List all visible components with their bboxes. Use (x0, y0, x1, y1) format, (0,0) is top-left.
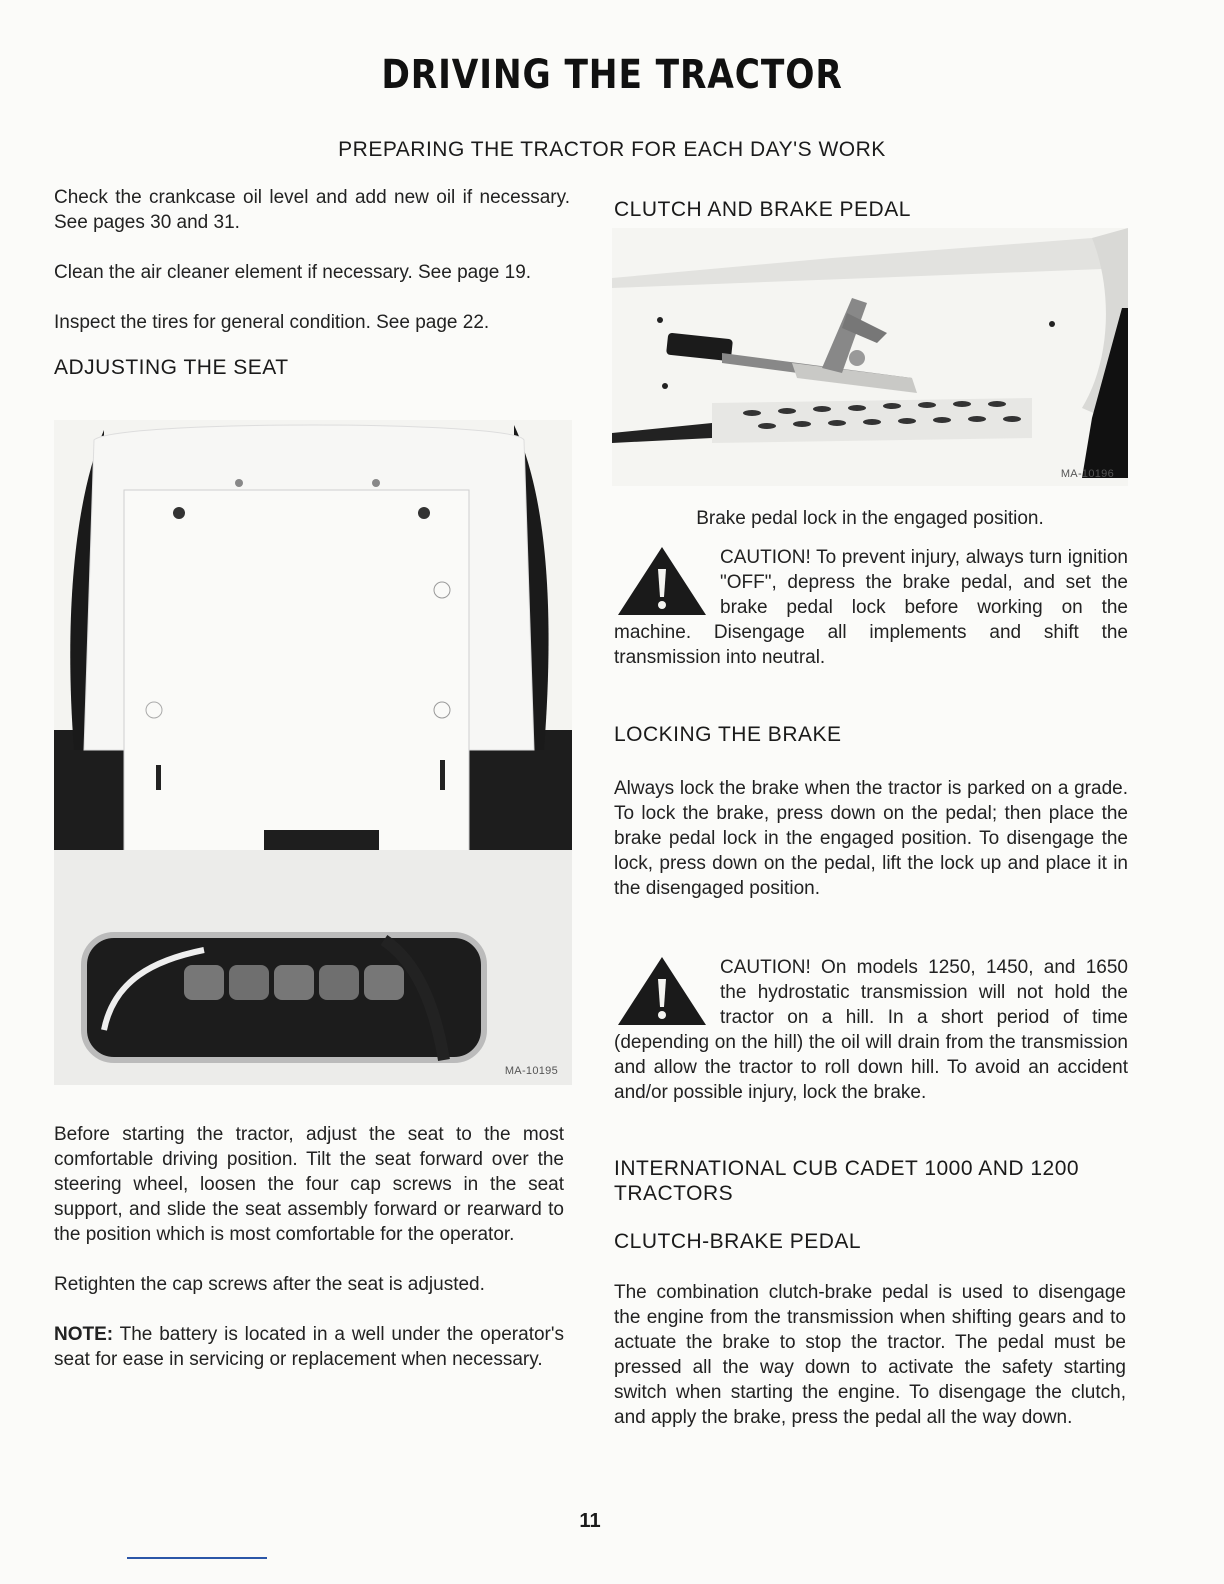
seat-photo-label: MA-10195 (504, 1065, 558, 1077)
brake-photo-label: MA-10196 (1060, 468, 1114, 480)
seat-photo (54, 420, 572, 1085)
para-retighten: Retighten the cap screws after the seat is adjusted. (54, 1274, 485, 1295)
left-column-seat-text (54, 1122, 564, 1372)
heading-adjusting-seat: ADJUSTING THE SEAT (54, 356, 289, 379)
caution-text-2: CAUTION! On models 1250, 1450, and 1650 the hydrostatic transmission will not hold the tractor on a hill. In a short period of time (depending on the hill) the oil will drain from the transmission and allow the tractor to roll down hill. To avoid an accident and/or possible injury, lock the brake. (614, 957, 1128, 1103)
locking-brake-text-wrap (614, 776, 1128, 901)
para-air-cleaner: Clean the air cleaner element if necessary. See page 19. (54, 262, 532, 283)
footer-divider (127, 1557, 267, 1559)
heading-clutch-brake-pedal: CLUTCH-BRAKE PEDAL (614, 1230, 862, 1253)
para-oil-check: Check the crankcase oil level and add new oil if necessary. See pages 30 and 31. (54, 187, 570, 233)
left-column-intro (54, 185, 570, 380)
para-locking-brake: Always lock the brake when the tractor is parked on a grade. To lock the brake, press down on the pedal; then place the brake pedal lock in the engaged position. To disengage the lock, press down on the pedal, lift the lock up and place it in the disengaged position. (614, 778, 1128, 899)
caution-block-2 (614, 955, 1128, 1105)
note-battery (54, 1322, 564, 1372)
para-tires: Inspect the tires for general condition. See page 22. (54, 312, 490, 333)
brake-photo-caption-wrap (612, 506, 1128, 531)
para-adjust-seat: Before starting the tractor, adjust the seat to the most comfortable driving position. Tilt the seat forward over the steering wheel, loosen the four cap screws in the seat support, and slide the seat assembly forward or rearward to the position which is most comfortable for the operator. (54, 1124, 564, 1245)
heading-cub-cadet-models: INTERNATIONAL CUB CADET 1000 AND 1200 TRACTORS (614, 1157, 1080, 1205)
note-text: The battery is located in a well under the operator's seat for ease in servicing or replacement when necessary. (54, 1324, 564, 1370)
clutch-brake-text-wrap (614, 1280, 1126, 1430)
heading-models-wrap (614, 1156, 1128, 1206)
warning-triangle-icon-2 (616, 955, 708, 1027)
seat-photo-illustration (54, 420, 572, 1085)
para-clutch-brake: The combination clutch-brake pedal is used to disengage the engine from the transmission when shifting gears and to actuate the brake to stop the tractor. The pedal must be pressed all the way down to activate the safety starting switch when starting the engine. To disengage the clutch, and apply the brake, press the pedal all the way down. (614, 1282, 1126, 1428)
brake-photo-caption: Brake pedal lock in the engaged position. (696, 508, 1044, 529)
warning-triangle-icon (616, 545, 708, 617)
page-subtitle: PREPARING THE TRACTOR FOR EACH DAY'S WORK (338, 138, 886, 161)
page-title: DRIVING THE TRACTOR (381, 52, 843, 98)
caution-block-1 (614, 545, 1128, 670)
heading-clutch-brake-wrap (614, 1229, 1130, 1254)
note-label: NOTE: (54, 1324, 114, 1345)
caution-text-1: CAUTION! To prevent injury, always turn ignition "OFF", depress the brake pedal, and set the brake pedal lock before working on the machine. Disengage all implements and shift the transmission into neutral. (614, 547, 1128, 668)
heading-locking-brake-wrap (614, 722, 1130, 747)
heading-clutch-and-brake-pedal: CLUTCH AND BRAKE PEDAL (614, 198, 911, 221)
brake-pedal-illustration (612, 228, 1128, 486)
heading-locking-brake: LOCKING THE BRAKE (614, 723, 842, 746)
page-number: 11 (579, 1510, 601, 1532)
heading-clutch-and-brake-pedal-wrap (614, 197, 1130, 222)
brake-pedal-photo (612, 228, 1128, 486)
